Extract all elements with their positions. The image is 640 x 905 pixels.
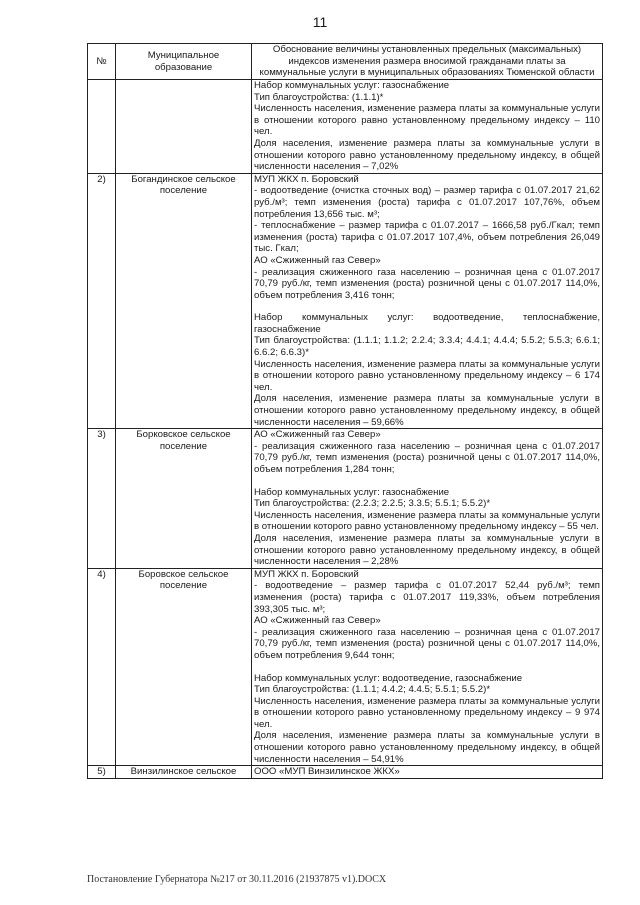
basis-line: - реализация сжиженного газа населению – розничная цена с 01.07.2017 70,79 руб./кг, темп изменения (роста) розничной цены с 01.07.2017 114,0%, объем потребления 9,644 тонн;: [254, 626, 600, 661]
basis-line: Доля населения, изменение размера платы за коммунальные услуги в отношении которого равно установленному предельному индексу, в общей численности населения – 7,02%: [254, 137, 600, 173]
table-row: [88, 429, 603, 569]
header-number: №: [88, 44, 116, 80]
table-row: [88, 766, 603, 779]
basis-line: Доля населения, изменение размера платы за коммунальные услуги в отношении которого равно установленному предельному индексу, в общей численности населения – 2,28%: [254, 532, 600, 568]
row-number: 3): [88, 429, 116, 569]
basis-line: МУП ЖКХ п. Боровский: [254, 173, 359, 185]
basis-line: АО «Сжиженный газ Север»: [254, 615, 381, 627]
row-number: 2): [88, 173, 116, 428]
row-basis: [252, 173, 603, 428]
table-header-row: [88, 44, 603, 80]
row-number: 4): [88, 568, 116, 766]
basis-line: Набор коммунальных услуг: газоснабжение: [254, 486, 450, 498]
basis-line: Тип благоустройства: (1.1.1)*: [254, 91, 384, 103]
row-municipality: Винзилинское сельское: [116, 766, 252, 779]
row-basis: [252, 80, 603, 174]
row-municipality: Борковское сельское поселение: [116, 429, 252, 569]
row-municipality: Боровское сельское поселение: [116, 568, 252, 766]
document-footer: Постановление Губернатора №217 от 30.11.2016 (21937875 v1).DOCX: [87, 874, 387, 885]
table-row: [88, 173, 603, 428]
basis-line: - реализация сжиженного газа населению – розничная цена с 01.07.2017 70,79 руб./кг, темп изменения (роста) розничной цены с 01.07.2017 114,0%, объем потребления 3,416 тонн;: [254, 266, 600, 301]
basis-line: МУП ЖКХ п. Боровский: [254, 568, 359, 580]
basis-line: Тип благоустройства: (2.2.3; 2.2.5; 3.3.5; 5.5.1; 5.5.2)*: [254, 498, 491, 510]
row-municipality: [116, 80, 252, 174]
basis-line: Набор коммунальных услуг: водоотведение, газоснабжение: [254, 672, 523, 684]
basis-line: Численность населения, изменение размера платы за коммунальные услуги в отношении которого равно установленному предельному индексу – 110 чел.: [254, 103, 600, 138]
basis-line: АО «Сжиженный газ Север»: [254, 429, 381, 441]
basis-line: Численность населения, изменение размера платы за коммунальные услуги в отношении которого равно установленному предельному индексу – 9 974 чел.: [254, 695, 600, 730]
row-basis: [252, 766, 603, 779]
page-number: 11: [312, 14, 328, 30]
table-row: [88, 568, 603, 766]
basis-line: Доля населения, изменение размера платы за коммунальные услуги в отношении которого равно установленному предельному индексу, в общей численности населения – 59,66%: [254, 393, 600, 428]
basis-line: Тип благоустройства: (1.1.1; 4.4.2; 4.4.5; 5.5.1; 5.5.2)*: [254, 684, 491, 696]
row-basis: [252, 429, 603, 569]
basis-line: Численность населения, изменение размера платы за коммунальные услуги в отношении которого равно установленному предельному индексу – 6 174 чел.: [254, 358, 600, 393]
basis-line: - теплоснабжение – размер тарифа с 01.07.2017 – 1666,58 руб./Гкал; темп изменения (роста) тарифа с 01.07.2017 107,4%, объем потребления 26,049 тыс. Гкал;: [254, 220, 600, 255]
basis-line: Набор коммунальных услуг: газоснабжение: [254, 80, 450, 91]
basis-line: АО «Сжиженный газ Север»: [254, 254, 381, 266]
row-number: 5): [88, 766, 116, 779]
basis-line: - водоотведение – размер тарифа с 01.07.2017 52,44 руб./м³; темп изменения (роста) тарифа с 01.07.2017 119,33%, объем потребления 393,305 тыс. м³;: [254, 580, 600, 615]
basis-line: Набор коммунальных услуг: водоотведение, теплоснабжение, газоснабжение: [254, 312, 600, 335]
basis-line: - реализация сжиженного газа населению – розничная цена с 01.07.2017 70,79 руб./кг, темп изменения (роста) розничной цены с 01.07.2017 114,0%, объем потребления 1,284 тонн;: [254, 440, 600, 475]
row-municipality: Богандинское сельское поселение: [116, 173, 252, 428]
basis-line: Тип благоустройства: (1.1.1; 1.1.2; 2.2.4; 3.3.4; 4.4.1; 4.4.4; 5.5.2; 5.5.3; 6.6.1; 6.6.2; 6.6.3)*: [254, 335, 600, 359]
basis-line: ООО «МУП Винзилинское ЖКХ»: [254, 766, 400, 778]
header-municipality: Муниципальное образование: [116, 44, 252, 80]
header-basis: Обоснование величины установленных предельных (максимальных) индексов изменения размера вносимой гражданами платы за коммунальные услуги в муниципальных образованиях Тюменской области: [252, 44, 603, 80]
basis-line: - водоотведение (очистка сточных вод) – размер тарифа с 01.07.2017 21,62 руб./м³; темп изменения (роста) тарифа с 01.07.2017 107,76%, объем потребления 13,656 тыс. м³;: [254, 185, 600, 220]
table-row: [88, 80, 603, 174]
basis-line: Численность населения, изменение размера платы за коммунальные услуги в отношении которого равно установленному предельному индексу – 55 чел.: [254, 509, 600, 533]
row-number: [88, 80, 116, 174]
row-basis: [252, 568, 603, 766]
indices-table: [87, 43, 603, 779]
basis-line: Доля населения, изменение размера платы за коммунальные услуги в отношении которого равно установленному предельному индексу, в общей численности населения – 54,91%: [254, 730, 600, 765]
